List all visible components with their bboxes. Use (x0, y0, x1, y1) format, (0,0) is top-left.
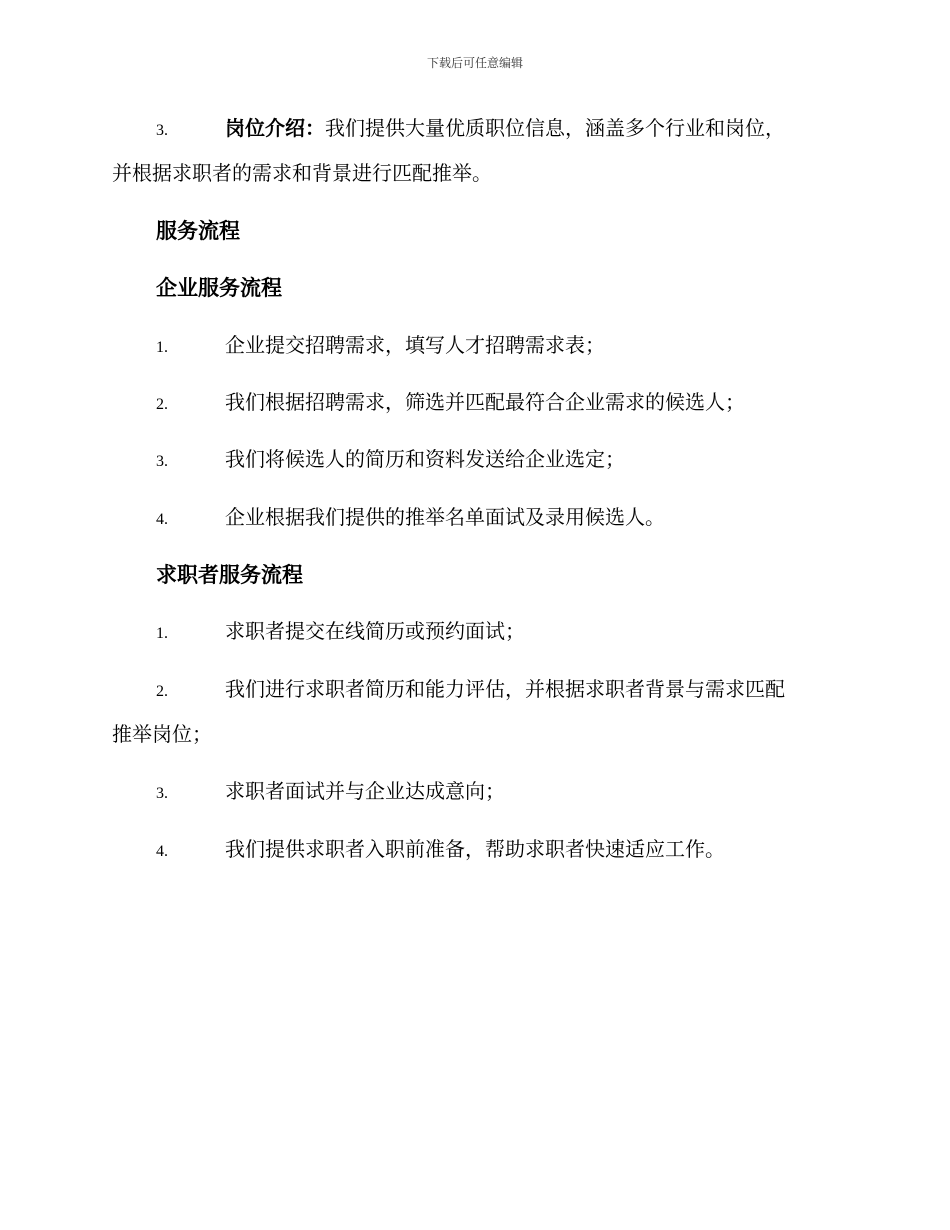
list-number: 3. (156, 785, 168, 802)
list-item (112, 828, 836, 873)
list-item (112, 324, 836, 369)
list-number: 4. (156, 511, 168, 528)
list-item-text-continued: 推举岗位； (112, 722, 212, 746)
jobseeker-title: 求职者服务流程 (156, 563, 303, 587)
list-item-text: 我们进行求职者简历和能力评估，并根据求职者背景与需求匹配 (225, 677, 785, 701)
list-item (112, 496, 836, 541)
list-number: 3. (156, 122, 168, 139)
header-note: 下载后可任意编辑 (426, 56, 523, 70)
list-item-text: 我们根据招聘需求，筛选并匹配最符合企业需求的候选人； (225, 390, 745, 414)
list-item (112, 668, 836, 756)
list-item-text: 企业提交招聘需求，填写人才招聘需求表； (225, 333, 605, 357)
intro-item (112, 107, 836, 195)
list-number: 2. (156, 683, 168, 700)
intro-item-text-line1: 我们提供大量优质职位信息，涵盖多个行业和岗位， (325, 116, 785, 140)
list-item-text: 我们将候选人的简历和资料发送给企业选定； (225, 447, 625, 471)
list-item-text: 求职者提交在线简历或预约面试； (225, 619, 525, 643)
list-number: 1. (156, 625, 168, 642)
list-item-text: 企业根据我们提供的推举名单面试及录用候选人。 (225, 505, 665, 529)
list-item-text: 我们提供求职者入职前准备，帮助求职者快速适应工作。 (225, 837, 725, 861)
list-number: 4. (156, 843, 168, 860)
section-title: 服务流程 (156, 219, 240, 243)
list-number: 2. (156, 396, 168, 413)
list-number: 3. (156, 453, 168, 470)
intro-item-label: 岗位介绍： (225, 116, 325, 140)
intro-item-line1 (112, 107, 836, 152)
list-item-text: 求职者面试并与企业达成意向； (225, 779, 505, 803)
list-item (112, 770, 836, 815)
list-item (112, 381, 836, 426)
list-number: 1. (156, 339, 168, 356)
list-item (112, 610, 836, 655)
list-item (112, 438, 836, 483)
enterprise-title: 企业服务流程 (156, 276, 282, 300)
intro-item-text-line2: 并根据求职者的需求和背景进行匹配推举。 (112, 161, 492, 185)
